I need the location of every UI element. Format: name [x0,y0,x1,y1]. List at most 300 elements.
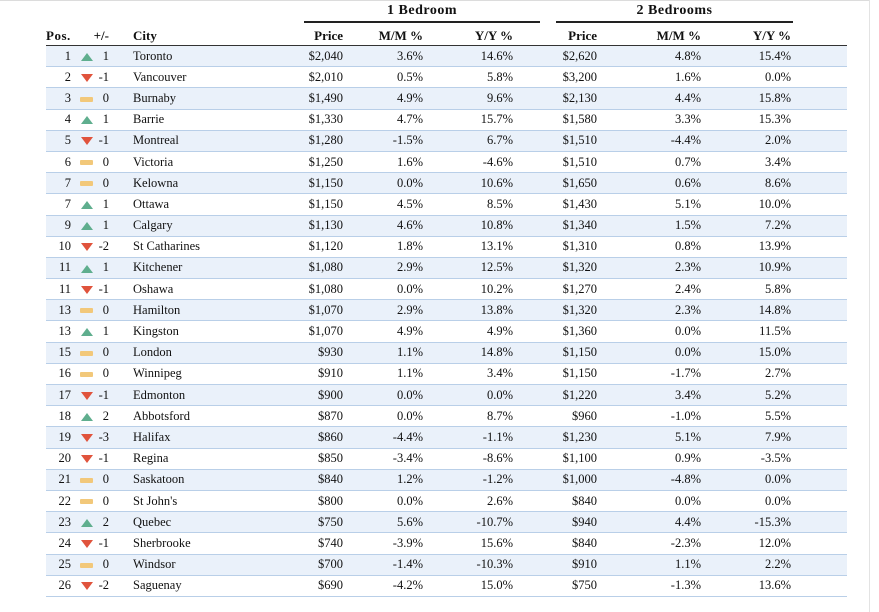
trend-indicator-cell [71,490,93,511]
yy-2br-cell: 7.2% [715,215,791,236]
price-1br-cell: $1,150 [253,194,343,215]
header-row [46,27,847,46]
yy-2br-cell: 10.0% [715,194,791,215]
pos-cell: 25 [46,554,71,575]
trend-indicator-cell [71,88,93,109]
dash-icon [80,499,93,504]
price-1br-cell: $2,010 [253,67,343,88]
frame-right-border [869,0,870,612]
header-mm-2br: M/M % [615,27,715,46]
mm-2br-cell: 5.1% [615,427,715,448]
triangle-down-icon [81,392,93,400]
price-1br-cell: $1,250 [253,151,343,172]
pos-cell: 16 [46,363,71,384]
price-1br-cell: $690 [253,575,343,596]
city-cell: Abbotsford [133,406,253,427]
city-cell: Winnipeg [133,363,253,384]
price-1br-cell: $870 [253,406,343,427]
end-spacer-cell [791,448,847,469]
city-cell: Saguenay [133,575,253,596]
spacer-cell [109,575,133,596]
city-cell: London [133,342,253,363]
change-cell: 0 [93,490,109,511]
table-row [46,300,847,321]
change-cell: 2 [93,512,109,533]
table-body [46,46,847,597]
trend-indicator-cell [71,257,93,278]
end-spacer-cell [791,490,847,511]
table-row [46,469,847,490]
spacer-cell [109,88,133,109]
pos-cell: 2 [46,67,71,88]
end-spacer-cell [791,257,847,278]
mm-2br-cell: -4.4% [615,130,715,151]
change-cell: -1 [93,385,109,406]
end-spacer-cell [791,215,847,236]
trend-indicator-cell [71,321,93,342]
yy-1br-cell: 4.9% [437,321,513,342]
yy-1br-cell: -10.7% [437,512,513,533]
table-row [46,490,847,511]
trend-indicator-cell [71,575,93,596]
table-row [46,342,847,363]
change-cell: 0 [93,173,109,194]
mm-1br-cell: 0.5% [343,67,437,88]
yy-2br-cell: 15.8% [715,88,791,109]
table-row [46,321,847,342]
mm-2br-cell: 4.4% [615,512,715,533]
triangle-up-icon [81,53,93,61]
end-spacer-cell [791,321,847,342]
yy-2br-cell: 7.9% [715,427,791,448]
city-cell: Kelowna [133,173,253,194]
price-2br-cell: $750 [513,575,615,596]
yy-1br-cell: 6.7% [437,130,513,151]
table-row [46,236,847,257]
trend-indicator-cell [71,194,93,215]
trend-indicator-cell [71,279,93,300]
end-spacer-cell [791,109,847,130]
city-cell: Victoria [133,151,253,172]
price-1br-cell: $1,070 [253,321,343,342]
spacer-cell [109,490,133,511]
trend-indicator-cell [71,300,93,321]
city-cell: Burnaby [133,88,253,109]
triangle-up-icon [81,519,93,527]
mm-1br-cell: 0.0% [343,385,437,406]
yy-2br-cell: 10.9% [715,257,791,278]
spacer-cell [109,448,133,469]
yy-1br-cell: 0.0% [437,385,513,406]
pos-cell: 5 [46,130,71,151]
change-cell: 1 [93,46,109,67]
price-2br-cell: $1,150 [513,363,615,384]
city-cell: Barrie [133,109,253,130]
pos-cell: 7 [46,173,71,194]
trend-indicator-cell [71,130,93,151]
spacer-cell [109,215,133,236]
mm-1br-cell: 2.9% [343,300,437,321]
end-spacer-cell [791,236,847,257]
yy-1br-cell: 8.7% [437,406,513,427]
mm-2br-cell: 0.0% [615,490,715,511]
trend-indicator-cell [71,109,93,130]
table-row [46,46,847,67]
mm-2br-cell: -2.3% [615,533,715,554]
price-2br-cell: $1,510 [513,130,615,151]
group-label-2-bedrooms: 2 Bedrooms [636,3,713,18]
mm-2br-cell: 1.1% [615,554,715,575]
yy-1br-cell: 9.6% [437,88,513,109]
trend-indicator-cell [71,173,93,194]
dash-icon [80,563,93,568]
price-1br-cell: $750 [253,512,343,533]
mm-2br-cell: 5.1% [615,194,715,215]
spacer-cell [109,427,133,448]
change-cell: 0 [93,151,109,172]
price-2br-cell: $1,650 [513,173,615,194]
header-yy-1br: Y/Y % [437,27,513,46]
yy-1br-cell: 13.8% [437,300,513,321]
yy-2br-cell: 0.0% [715,490,791,511]
yy-1br-cell: 2.6% [437,490,513,511]
spacer-cell [109,194,133,215]
dash-icon [80,97,93,102]
price-1br-cell: $1,280 [253,130,343,151]
yy-2br-cell: 2.0% [715,130,791,151]
change-cell: -2 [93,236,109,257]
pos-cell: 15 [46,342,71,363]
table-row [46,448,847,469]
triangle-down-icon [81,243,93,251]
table-row [46,194,847,215]
city-cell: St Catharines [133,236,253,257]
city-cell: Ottawa [133,194,253,215]
header-spacer [109,27,133,46]
mm-1br-cell: 1.6% [343,151,437,172]
yy-1br-cell: 5.8% [437,67,513,88]
price-1br-cell: $860 [253,427,343,448]
yy-2br-cell: 0.0% [715,67,791,88]
yy-1br-cell: -10.3% [437,554,513,575]
trend-indicator-cell [71,512,93,533]
pos-cell: 26 [46,575,71,596]
end-spacer-cell [791,342,847,363]
trend-indicator-cell [71,363,93,384]
pos-cell: 3 [46,88,71,109]
pos-cell: 7 [46,194,71,215]
spacer-cell [109,173,133,194]
mm-2br-cell: 2.3% [615,257,715,278]
price-2br-cell: $1,270 [513,279,615,300]
mm-1br-cell: -4.4% [343,427,437,448]
trend-indicator-cell [71,67,93,88]
triangle-up-icon [81,413,93,421]
mm-2br-cell: 2.4% [615,279,715,300]
mm-2br-cell: 4.8% [615,46,715,67]
city-cell: Windsor [133,554,253,575]
mm-1br-cell: 5.6% [343,512,437,533]
change-cell: 0 [93,363,109,384]
pos-cell: 11 [46,257,71,278]
end-spacer-cell [791,469,847,490]
header-pos: Pos. [46,27,71,46]
trend-indicator-cell [71,554,93,575]
end-spacer-cell [791,67,847,88]
pos-cell: 13 [46,300,71,321]
yy-1br-cell: 8.5% [437,194,513,215]
yy-1br-cell: 15.6% [437,533,513,554]
trend-indicator-cell [71,448,93,469]
group-header-1-bedroom [304,3,540,23]
yy-2br-cell: 13.9% [715,236,791,257]
change-cell: 1 [93,194,109,215]
spacer-cell [109,469,133,490]
triangle-up-icon [81,116,93,124]
city-cell: Halifax [133,427,253,448]
city-cell: Kingston [133,321,253,342]
yy-1br-cell: -1.1% [437,427,513,448]
end-spacer-cell [791,88,847,109]
mm-1br-cell: 4.9% [343,88,437,109]
pos-cell: 20 [46,448,71,469]
mm-1br-cell: 0.0% [343,490,437,511]
trend-indicator-cell [71,427,93,448]
mm-2br-cell: -1.3% [615,575,715,596]
price-2br-cell: $940 [513,512,615,533]
city-cell: Sherbrooke [133,533,253,554]
end-spacer-cell [791,363,847,384]
mm-2br-cell: 3.4% [615,385,715,406]
spacer-cell [109,406,133,427]
change-cell: -1 [93,279,109,300]
yy-2br-cell: 12.0% [715,533,791,554]
price-1br-cell: $800 [253,490,343,511]
header-price-1br: Price [253,27,343,46]
city-cell: Vancouver [133,67,253,88]
trend-indicator-cell [71,215,93,236]
table-row [46,363,847,384]
pos-cell: 1 [46,46,71,67]
yy-1br-cell: 15.0% [437,575,513,596]
yy-1br-cell: 14.6% [437,46,513,67]
price-1br-cell: $840 [253,469,343,490]
rent-ranking-table [46,27,847,597]
spacer-cell [109,151,133,172]
mm-2br-cell: 1.5% [615,215,715,236]
group-label-1-bedroom: 1 Bedroom [387,3,457,18]
trend-indicator-cell [71,46,93,67]
mm-1br-cell: -3.9% [343,533,437,554]
group-header-2-bedrooms [556,3,793,23]
city-cell: Kitchener [133,257,253,278]
table-row [46,279,847,300]
yy-1br-cell: 12.5% [437,257,513,278]
table-row [46,130,847,151]
mm-2br-cell: 0.0% [615,342,715,363]
city-cell: Montreal [133,130,253,151]
pos-cell: 9 [46,215,71,236]
end-spacer-cell [791,533,847,554]
change-cell: -1 [93,533,109,554]
mm-2br-cell: 0.7% [615,151,715,172]
mm-2br-cell: -4.8% [615,469,715,490]
city-cell: Saskatoon [133,469,253,490]
yy-2br-cell: 0.0% [715,469,791,490]
yy-2br-cell: 2.7% [715,363,791,384]
city-cell: Quebec [133,512,253,533]
mm-2br-cell: 4.4% [615,88,715,109]
change-cell: -3 [93,427,109,448]
yy-2br-cell: 5.8% [715,279,791,300]
change-cell: 0 [93,554,109,575]
price-1br-cell: $930 [253,342,343,363]
price-2br-cell: $1,580 [513,109,615,130]
pos-cell: 22 [46,490,71,511]
yy-2br-cell: 15.0% [715,342,791,363]
price-2br-cell: $840 [513,533,615,554]
trend-indicator-cell [71,151,93,172]
mm-2br-cell: -1.0% [615,406,715,427]
mm-2br-cell: 0.9% [615,448,715,469]
mm-1br-cell: 1.8% [343,236,437,257]
header-trend-spacer [71,27,93,46]
yy-1br-cell: -4.6% [437,151,513,172]
price-1br-cell: $1,080 [253,279,343,300]
yy-2br-cell: 15.4% [715,46,791,67]
triangle-down-icon [81,540,93,548]
change-cell: -1 [93,67,109,88]
end-spacer-cell [791,385,847,406]
price-1br-cell: $1,080 [253,257,343,278]
price-2br-cell: $1,510 [513,151,615,172]
pos-cell: 23 [46,512,71,533]
pos-cell: 17 [46,385,71,406]
end-spacer-cell [791,194,847,215]
yy-1br-cell: 10.8% [437,215,513,236]
dash-icon [80,478,93,483]
price-2br-cell: $1,150 [513,342,615,363]
table-row [46,575,847,596]
spacer-cell [109,130,133,151]
header-end-spacer [791,27,847,46]
yy-2br-cell: 15.3% [715,109,791,130]
end-spacer-cell [791,151,847,172]
mm-1br-cell: 4.9% [343,321,437,342]
table-row [46,173,847,194]
price-2br-cell: $1,100 [513,448,615,469]
trend-indicator-cell [71,406,93,427]
price-1br-cell: $910 [253,363,343,384]
table-row [46,533,847,554]
price-2br-cell: $1,220 [513,385,615,406]
yy-1br-cell: 15.7% [437,109,513,130]
city-cell: Calgary [133,215,253,236]
price-2br-cell: $1,430 [513,194,615,215]
mm-1br-cell: 2.9% [343,257,437,278]
price-2br-cell: $2,620 [513,46,615,67]
pos-cell: 6 [46,151,71,172]
triangle-down-icon [81,455,93,463]
mm-1br-cell: -3.4% [343,448,437,469]
price-1br-cell: $1,490 [253,88,343,109]
yy-2br-cell: -3.5% [715,448,791,469]
spacer-cell [109,385,133,406]
change-cell: 0 [93,88,109,109]
price-1br-cell: $1,070 [253,300,343,321]
yy-2br-cell: 13.6% [715,575,791,596]
dash-icon [80,372,93,377]
mm-1br-cell: -1.5% [343,130,437,151]
triangle-down-icon [81,286,93,294]
price-1br-cell: $1,130 [253,215,343,236]
mm-2br-cell: 0.0% [615,321,715,342]
table-row [46,88,847,109]
yy-1br-cell: 10.6% [437,173,513,194]
trend-indicator-cell [71,342,93,363]
mm-1br-cell: -1.4% [343,554,437,575]
pos-cell: 18 [46,406,71,427]
end-spacer-cell [791,575,847,596]
yy-2br-cell: 3.4% [715,151,791,172]
dash-icon [80,181,93,186]
price-1br-cell: $2,040 [253,46,343,67]
dash-icon [80,351,93,356]
change-cell: 1 [93,109,109,130]
city-cell: Edmonton [133,385,253,406]
end-spacer-cell [791,554,847,575]
header-mm-1br: M/M % [343,27,437,46]
yy-2br-cell: 2.2% [715,554,791,575]
mm-1br-cell: 0.0% [343,173,437,194]
end-spacer-cell [791,427,847,448]
header-price-2br: Price [513,27,615,46]
mm-1br-cell: 3.6% [343,46,437,67]
table-row [46,257,847,278]
yy-2br-cell: 8.6% [715,173,791,194]
yy-1br-cell: -8.6% [437,448,513,469]
change-cell: 0 [93,342,109,363]
spacer-cell [109,321,133,342]
change-cell: -1 [93,130,109,151]
price-2br-cell: $1,000 [513,469,615,490]
triangle-up-icon [81,222,93,230]
mm-1br-cell: 1.1% [343,363,437,384]
price-1br-cell: $740 [253,533,343,554]
price-1br-cell: $900 [253,385,343,406]
table-row [46,67,847,88]
trend-indicator-cell [71,236,93,257]
spacer-cell [109,236,133,257]
mm-1br-cell: 4.5% [343,194,437,215]
spacer-cell [109,46,133,67]
table-row [46,151,847,172]
pos-cell: 11 [46,279,71,300]
price-2br-cell: $1,310 [513,236,615,257]
change-cell: 1 [93,257,109,278]
pos-cell: 13 [46,321,71,342]
spacer-cell [109,363,133,384]
change-cell: 0 [93,300,109,321]
triangle-up-icon [81,265,93,273]
dash-icon [80,308,93,313]
table-row [46,554,847,575]
pos-cell: 24 [46,533,71,554]
pos-cell: 21 [46,469,71,490]
change-cell: 2 [93,406,109,427]
price-2br-cell: $910 [513,554,615,575]
mm-2br-cell: 2.3% [615,300,715,321]
